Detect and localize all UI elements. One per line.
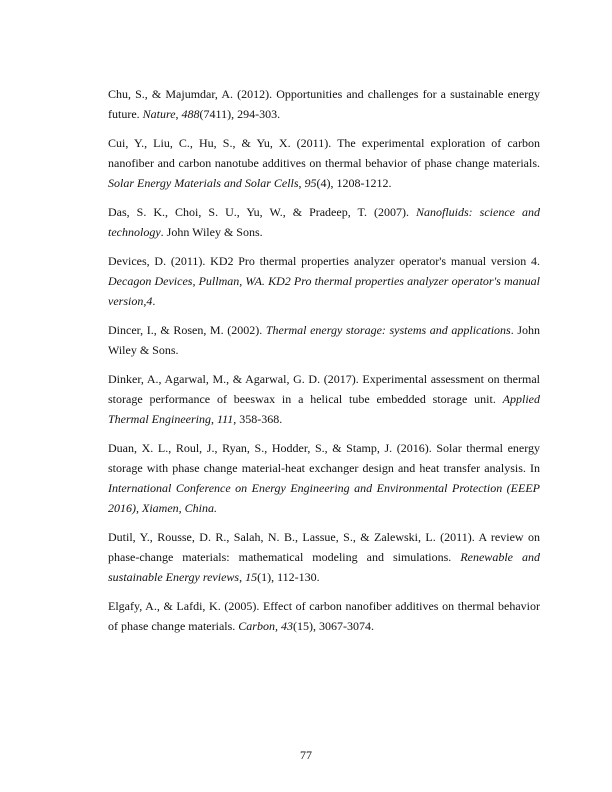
reference-text: . bbox=[152, 294, 156, 308]
reference-text: , 358-368. bbox=[233, 412, 283, 426]
reference-text: , bbox=[298, 176, 305, 190]
reference-italic-text: Nanofluids: science and technology bbox=[108, 205, 540, 239]
reference-text: Dutil, Y., Rousse, D. R., Salah, N. B., Lassue, S., & Zalewski, L. (2011). A review on phase-change materials: mathematical modeling and simulations. bbox=[108, 530, 540, 564]
reference-italic-text: 15 bbox=[245, 570, 258, 584]
reference-entry bbox=[108, 438, 540, 518]
reference-text: Duan, X. L., Roul, J., Ryan, S., Hodder, S., & Stamp, J. (2016). Solar thermal energy storage with phase change material-heat exchanger design and heat transfer analysis. In bbox=[108, 441, 540, 475]
reference-text: Chu, S., & Majumdar, A. (2012). Opportunities and challenges for a sustainable energy future. bbox=[108, 87, 540, 121]
reference-italic-text: Applied Thermal Engineering bbox=[108, 392, 540, 426]
reference-entry bbox=[108, 202, 540, 242]
reference-italic-text: International Conference on Energy Engineering and Environmental Protection (EEEP 2016), Xiamen, China. bbox=[108, 481, 540, 515]
reference-italic-text: Renewable and sustainable Energy reviews bbox=[108, 550, 540, 584]
reference-italic-text: 95 bbox=[304, 176, 317, 190]
reference-italic-text: Solar Energy Materials and Solar Cells bbox=[108, 176, 299, 190]
reference-entry bbox=[108, 251, 540, 311]
reference-text: . John Wiley & Sons. bbox=[160, 225, 263, 239]
reference-text: Cui, Y., Liu, C., Hu, S., & Yu, X. (2011). The experimental exploration of carbon nanofiber and carbon nanotube additives on thermal behavior of phase change materials. bbox=[108, 136, 540, 170]
reference-text: Dincer, I., & Rosen, M. (2002). bbox=[108, 323, 266, 337]
reference-entry bbox=[108, 320, 540, 360]
reference-text: (15), 3067-3074. bbox=[292, 619, 374, 633]
reference-list bbox=[108, 84, 540, 645]
reference-text: , bbox=[239, 570, 246, 584]
reference-entry bbox=[108, 369, 540, 429]
page-number: 77 bbox=[300, 748, 312, 762]
reference-text: (7411), 294-303. bbox=[199, 107, 281, 121]
reference-text: Devices, D. (2011). KD2 Pro thermal properties analyzer operator's manual version 4. bbox=[108, 254, 540, 268]
reference-italic-text: Nature bbox=[142, 107, 176, 121]
reference-text: , bbox=[211, 412, 217, 426]
reference-text: Das, S. K., Choi, S. U., Yu, W., & Pradeep, T. (2007). bbox=[108, 205, 416, 219]
reference-italic-text: Thermal energy storage: systems and applications bbox=[265, 323, 511, 337]
reference-entry bbox=[108, 596, 540, 636]
reference-italic-text: Carbon, 43 bbox=[238, 619, 293, 633]
reference-text: (4), 1208-1212. bbox=[316, 176, 392, 190]
reference-italic-text: 488 bbox=[181, 107, 200, 121]
reference-text: Elgafy, A., & Lafdi, K. (2005). Effect of carbon nanofiber additives on thermal behavior of phase change materials. bbox=[108, 599, 540, 633]
reference-entry bbox=[108, 527, 540, 587]
reference-text: (1), 112-130. bbox=[257, 570, 320, 584]
reference-text: Dinker, A., Agarwal, M., & Agarwal, G. D. (2017). Experimental assessment on thermal storage performance of beeswax in a helical tube embedded storage unit. bbox=[108, 372, 540, 406]
reference-entry bbox=[108, 133, 540, 193]
reference-italic-text: 111 bbox=[217, 412, 234, 426]
reference-entry bbox=[108, 84, 540, 124]
reference-italic-text: Decagon Devices, Pullman, WA. KD2 Pro thermal properties analyzer operator's manual version,4 bbox=[108, 274, 540, 308]
reference-text: . John Wiley & Sons. bbox=[108, 323, 540, 357]
reference-text: , bbox=[175, 107, 182, 121]
